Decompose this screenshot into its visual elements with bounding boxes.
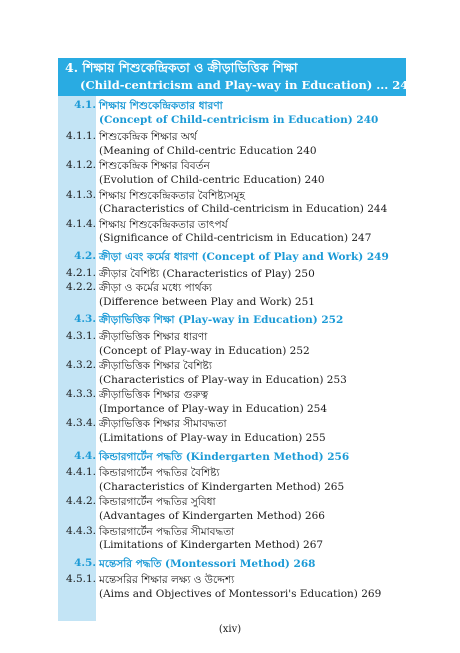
entry-title: কিন্ডারগার্টেন পদ্ধতির বৈশিষ্ট্য: [99, 467, 220, 480]
entry-subtitle: (Concept of Child-centricism in Education) 240: [99, 113, 379, 126]
entry-subtitle: (Aims and Objectives of Montessori's Education) 269: [99, 588, 382, 600]
toc-subsection-entry: [58, 359, 406, 388]
toc-subsection-entry: [58, 573, 406, 602]
entry-number: 4.4.3.: [65, 524, 96, 537]
toc-subsection-entry: [58, 281, 406, 310]
toc-section-entry: [58, 247, 406, 267]
chapter-title-bengali: 4. শিক্ষায় শিশুকেন্দ্রিকতা ও ক্রীড়াভিত্তিক শিক্ষা: [65, 60, 298, 75]
entry-subtitle: (Difference between Play and Work) 251: [99, 295, 315, 308]
entry-number: 4.3.3.: [65, 388, 96, 401]
toc-subsection-entry: [58, 218, 406, 247]
toc-section-entry: [58, 554, 406, 574]
toc-subsection-entry: [58, 388, 406, 417]
entry-subtitle: (Limitations of Play-way in Education) 255: [99, 432, 326, 445]
entry-number: 4.3.4.: [65, 417, 96, 430]
entry-number: 4.3.1.: [65, 329, 96, 342]
entry-number: 4.1.3.: [65, 188, 96, 201]
entry-number: 4.4.2.: [65, 495, 96, 508]
toc-subsection-entry: [58, 417, 406, 446]
entry-title: শিক্ষায় শিশুকেন্দ্রিকতার বৈশিষ্ট্যসমূহ: [99, 189, 245, 202]
entry-subtitle: (Characteristics of Child-centricism in Education) 244: [99, 203, 388, 216]
entry-number: 4.3.: [74, 313, 96, 326]
entry-title: মন্তেসরির শিক্ষার লক্ষ্য ও উদ্দেশ্য: [99, 574, 235, 587]
entry-subtitle: (Limitations of Kindergarten Method) 267: [99, 539, 324, 552]
entry-title: ক্রীড়াভিত্তিক শিক্ষা (Play-way in Education) 252: [99, 314, 344, 327]
entry-title: ক্রীড়াভিত্তিক শিক্ষার গুরুত্ব: [99, 389, 209, 402]
entry-number: 4.1.1.: [65, 130, 96, 143]
toc-section-entry: [58, 96, 406, 130]
entry-title: কিন্ডারগার্টেন পদ্ধতির সুবিধা: [99, 496, 216, 509]
entry-number: 4.5.1.: [65, 573, 96, 586]
toc-subsection-entry: [58, 189, 406, 218]
entry-number: 4.3.2.: [65, 359, 96, 372]
entry-subtitle: (Importance of Play-way in Education) 254: [99, 402, 328, 415]
entry-number: 4.1.4.: [65, 217, 96, 230]
toc-subsection-entry: [58, 130, 406, 159]
entry-title: ক্রীড়াভিত্তিক শিক্ষার সীমাবদ্ধতা: [99, 418, 227, 431]
entry-title: শিশুকেন্দ্রিক শিক্ষার বিবর্তন: [99, 160, 210, 173]
entry-number: 4.4.: [74, 449, 96, 462]
entry-subtitle: (Meaning of Child-centric Education 240: [99, 144, 317, 157]
toc-section-entry: [58, 447, 406, 467]
table-of-contents: [58, 96, 406, 603]
entry-number: 4.1.: [74, 99, 96, 111]
entry-number: 4.5.: [74, 556, 96, 569]
entry-title: ক্রীড়া ও কর্মের মধ্যে পার্থক্য: [99, 282, 212, 295]
page-number: (xiv): [218, 624, 242, 635]
toc-section-entry: [58, 310, 406, 330]
chapter-header: [58, 58, 446, 96]
toc-subsection-entry: [58, 525, 406, 554]
entry-subtitle: (Concept of Play-way in Education) 252: [99, 344, 310, 357]
toc-subsection-entry: [58, 495, 406, 524]
entry-number: 4.2.: [74, 249, 96, 262]
entry-title: শিক্ষায় শিশুকেন্দ্রিকতার ধারণা: [99, 100, 223, 112]
entry-title: ক্রীড়ার বৈশিষ্ট্য (Characteristics of Play) 250: [99, 267, 315, 280]
entry-subtitle: (Significance of Child-centricism in Education) 247: [99, 232, 372, 245]
entry-number: 4.4.1.: [65, 466, 96, 479]
entry-number: 4.2.1.: [65, 266, 96, 279]
entry-title: কিন্ডারগার্টেন পদ্ধতির সীমাবদ্ধতা: [99, 525, 235, 538]
chapter-title-english: (Child-centricism and Play-way in Education) ... 240-296: [80, 78, 446, 92]
entry-number: 4.1.2.: [65, 159, 96, 172]
entry-title: শিশুকেন্দ্রিক শিক্ষার অর্থ: [99, 131, 197, 144]
entry-title: শিক্ষায় শিশুকেন্দ্রিকতার তাৎপর্য: [99, 218, 228, 231]
toc-subsection-entry: [58, 466, 406, 495]
entry-subtitle: (Advantages of Kindergarten Method) 266: [99, 510, 325, 523]
toc-subsection-entry: [58, 330, 406, 359]
entry-subtitle: (Characteristics of Play-way in Education) 253: [99, 373, 347, 386]
entry-title: মন্তেসরি পদ্ধতি (Montessori Method) 268: [99, 557, 316, 570]
entry-title: ক্রীড়া এবং কর্মের ধারণা (Concept of Play and Work) 249: [99, 250, 389, 263]
entry-subtitle: (Evolution of Child-centric Education) 240: [99, 173, 325, 186]
entry-title: কিন্ডারগার্টেন পদ্ধতি (Kindergarten Method) 256: [99, 450, 350, 463]
entry-title: ক্রীড়াভিত্তিক শিক্ষার বৈশিষ্ট্য: [99, 360, 212, 373]
entry-subtitle: (Characteristics of Kindergarten Method) 265: [99, 480, 345, 493]
toc-subsection-entry: [58, 267, 406, 282]
entry-number: 4.2.2.: [65, 281, 96, 294]
entry-title: ক্রীড়াভিত্তিক শিক্ষার ধারণা: [99, 330, 208, 343]
toc-subsection-entry: [58, 159, 406, 188]
